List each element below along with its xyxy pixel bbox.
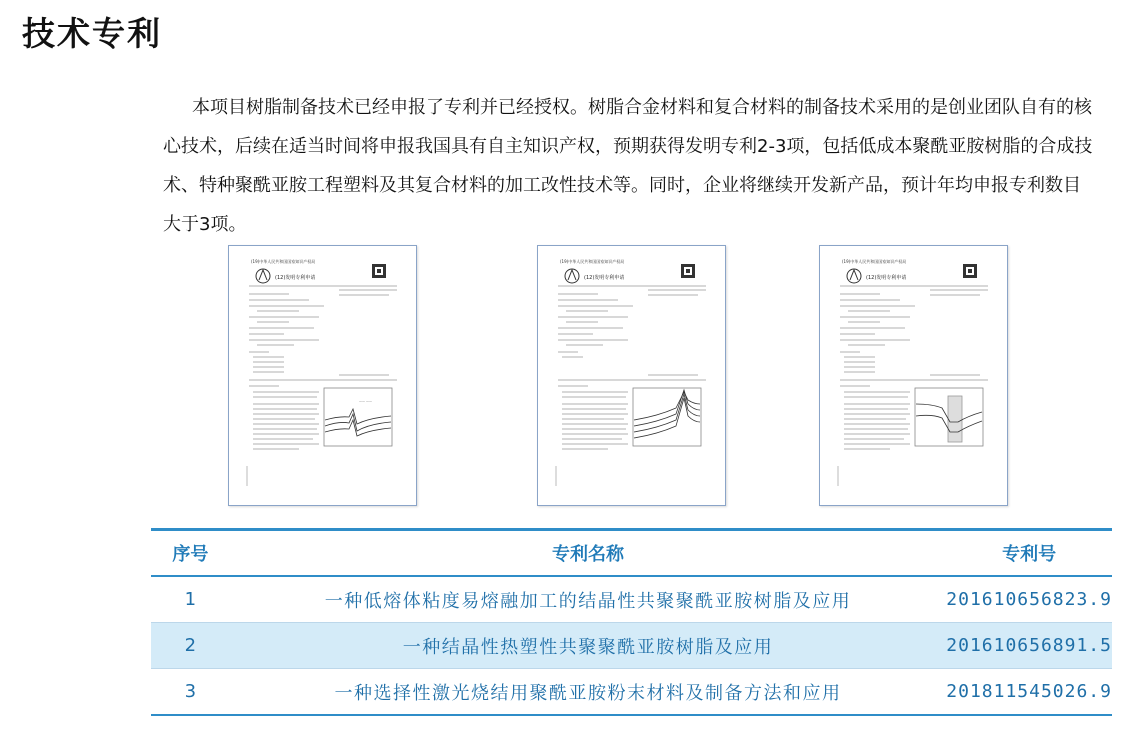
patent-table — [151, 528, 1112, 716]
row-patent-number: 201610656823.9 — [946, 576, 1112, 623]
header-serial-number: 序号 — [151, 530, 230, 577]
intro-paragraph: 本项目树脂制备技术已经申报了专利并已经授权。树脂合金材料和复合材料的制备技术采用的是创业团队自有的核心技术，后续在适当时间将申报我国具有自主知识产权，预期获得发明专利2-3项，包括低成本聚酰亚胺树脂的合成技术、特种聚酰亚胺工程塑料及其复合材料的加工改性技术等。同时，企业将继续开发新产品，预计年均申报专利数目大于3项。 — [163, 97, 1093, 235]
svg-text:—— ——: —— —— — [359, 399, 372, 403]
patent-document-image-3 — [819, 245, 1008, 506]
header-patent-number: 专利号 — [946, 530, 1112, 577]
row-patent-number: 201811545026.9 — [946, 681, 1112, 702]
doc-type: (12)发明专利申请 — [584, 275, 625, 281]
header-patent-name: 专利名称 — [230, 530, 946, 577]
row-serial-number: 3 — [184, 681, 197, 702]
page-title: 技术专利 — [22, 14, 162, 53]
table-row — [151, 669, 1112, 716]
row-serial-number: 2 — [151, 623, 230, 669]
patent-document-image-1 — [228, 245, 417, 506]
row-patent-name: 一种选择性激光烧结用聚酰亚胺粉末材料及制备方法和应用 — [334, 682, 842, 704]
patent-document-image-2 — [537, 245, 726, 506]
doc-type: (12)发明专利申请 — [866, 275, 907, 281]
table-row — [151, 623, 1112, 669]
doc-header: (19)中华人民共和国国家知识产权局 — [842, 259, 907, 264]
doc-header: (19)中华人民共和国国家知识产权局 — [560, 259, 625, 264]
row-patent-number: 201610656891.5 — [946, 623, 1112, 669]
table-header-row — [151, 530, 1112, 577]
row-patent-name: 一种低熔体粘度易熔融加工的结晶性共聚聚酰亚胺树脂及应用 — [230, 576, 946, 623]
row-patent-name: 一种结晶性热塑性共聚聚酰亚胺树脂及应用 — [230, 623, 946, 669]
table-row — [151, 576, 1112, 623]
doc-header: (19)中华人民共和国国家知识产权局 — [251, 259, 316, 264]
doc-type: (12)发明专利申请 — [275, 275, 316, 281]
row-serial-number: 1 — [151, 576, 230, 623]
